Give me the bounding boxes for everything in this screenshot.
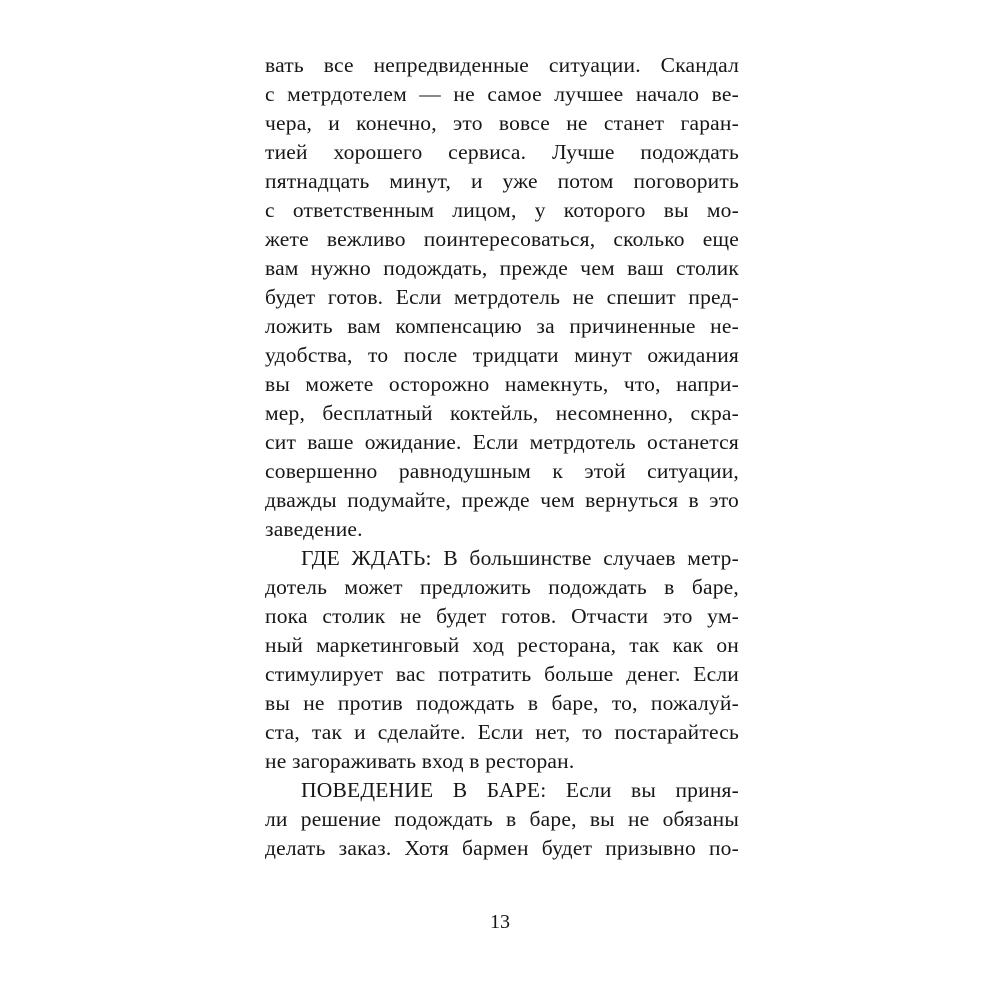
text-line: ста, так и сделайте. Если нет, то постарайтесь xyxy=(265,720,739,744)
text-line: ложить вам компенсацию за причиненные не- xyxy=(265,314,739,338)
text-line: вать все непредвиденные ситуации. Скандал xyxy=(265,53,739,77)
text-line: ГДЕ ЖДАТЬ: В большинстве случаев метр- xyxy=(301,546,739,570)
text-line: совершенно равнодушным к этой ситуации, xyxy=(265,459,739,483)
text-line: вам нужно подождать, прежде чем ваш столик xyxy=(265,256,739,280)
text-line: будет готов. Если метрдотель не спешит пред- xyxy=(265,285,739,309)
text-line: делать заказ. Хотя бармен будет призывно по- xyxy=(265,836,739,860)
text-line: пока столик не будет готов. Отчасти это ум- xyxy=(265,604,739,628)
page-number: 13 xyxy=(490,911,510,933)
text-line: ный маркетинговый ход ресторана, так как он xyxy=(265,633,739,657)
text-line: дважды подумайте, прежде чем вернуться в это xyxy=(265,488,739,512)
body-text-block xyxy=(265,51,739,863)
text-line: дотель может предложить подождать в баре, xyxy=(265,575,739,599)
text-line: тией хорошего сервиса. Лучше подождать xyxy=(265,140,739,164)
text-line: ли решение подождать в баре, вы не обязаны xyxy=(265,807,739,831)
text-line: не загораживать вход в ресторан. xyxy=(265,749,575,773)
text-line: вы можете осторожно намекнуть, что, напри- xyxy=(265,372,739,396)
text-line: жете вежливо поинтересоваться, сколько еще xyxy=(265,227,739,251)
text-line: с ответственным лицом, у которого вы мо- xyxy=(265,198,739,222)
text-line: удобства, то после тридцати минут ожидания xyxy=(265,343,739,367)
text-line: чера, и конечно, это вовсе не станет гаран- xyxy=(265,111,739,135)
text-line: мер, бесплатный коктейль, несомненно, скра- xyxy=(265,401,739,425)
text-line: ПОВЕДЕНИЕ В БАРЕ: Если вы приня- xyxy=(301,778,739,802)
text-line: стимулирует вас потратить больше денег. Если xyxy=(265,662,739,686)
text-line: сит ваше ожидание. Если метрдотель останется xyxy=(265,430,739,454)
text-line: заведение. xyxy=(265,517,363,541)
text-line: вы не против подождать в баре, то, пожалуй- xyxy=(265,691,739,715)
text-line: пятнадцать минут, и уже потом поговорить xyxy=(265,169,739,193)
text-line: с метрдотелем — не самое лучшее начало ве- xyxy=(265,82,739,106)
